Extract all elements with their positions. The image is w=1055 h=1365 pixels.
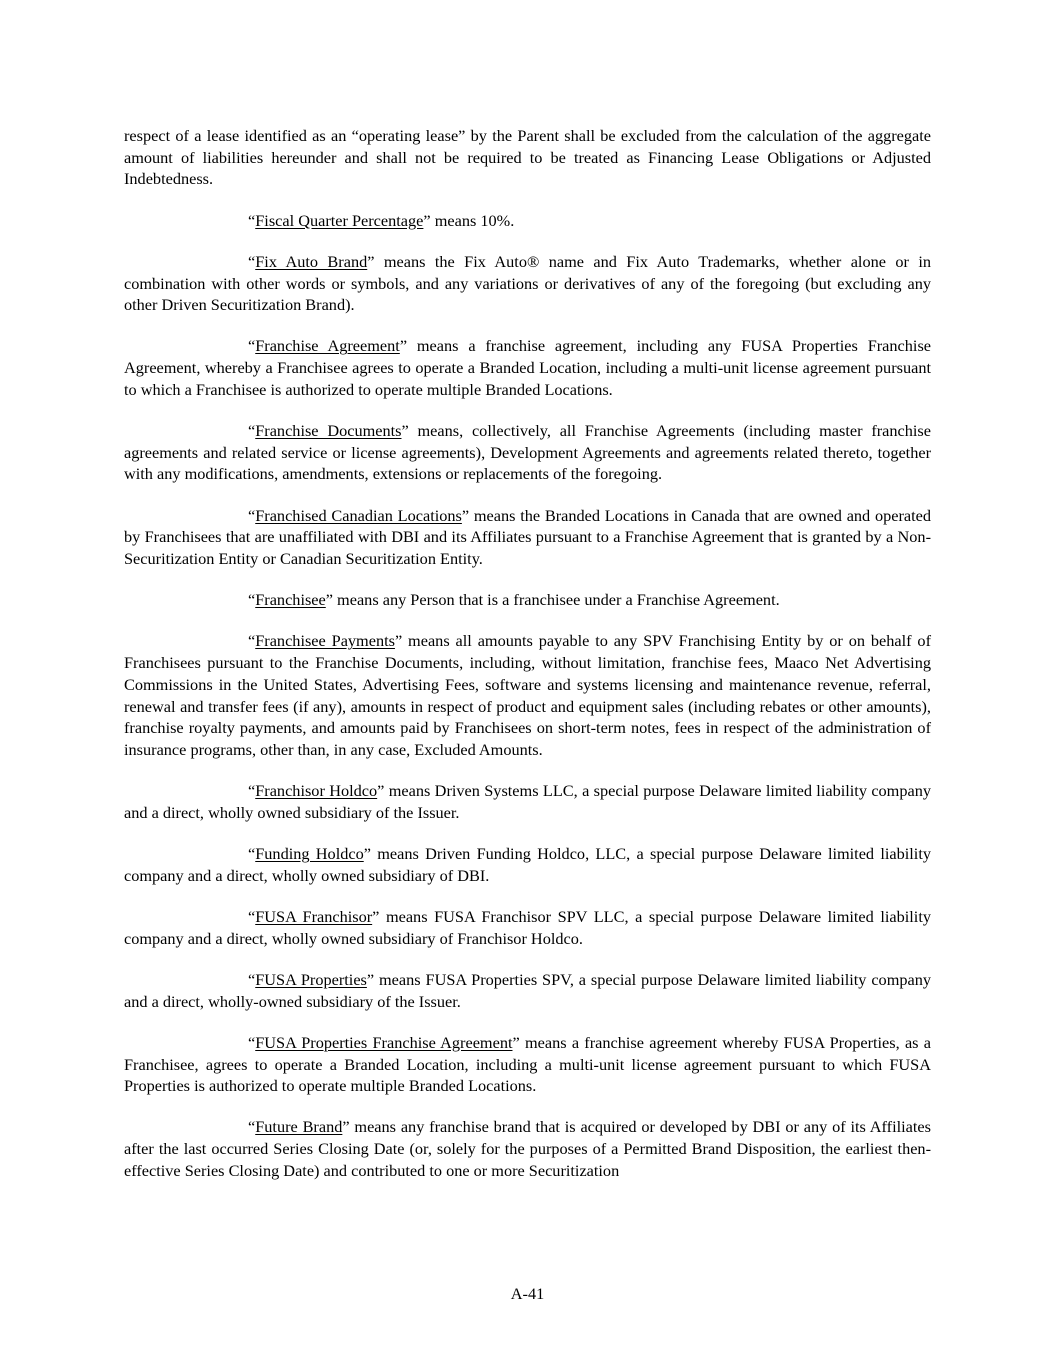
definition-text: ” means any Person that is a franchisee under a Franchise Agreement.: [325, 590, 780, 610]
definition-paragraph: [124, 906, 931, 949]
definition-text: ” means, collectively, all Franchise Agreements (including master franchise agreements and related service or license agreements), Development Agreements and agreements related thereto, together with any modifications, amendments, extensions or replacements of the foregoing.: [124, 421, 931, 484]
defined-term: FUSA Properties: [255, 969, 367, 989]
definition-paragraph: [124, 251, 931, 316]
open-quote: “: [248, 251, 256, 271]
definition-text: ” means a franchise agreement, including any FUSA Properties Franchise Agreement, whereby a Franchisee agrees to operate a Branded Location, including a multi-unit license agreement pursuant to which a Franchisee is authorized to operate multiple Branded Locations.: [124, 336, 932, 399]
definition-paragraph: [124, 589, 931, 611]
open-quote: “: [248, 844, 256, 864]
open-quote: “: [248, 906, 256, 926]
opening-paragraph: respect of a lease identified as an “operating lease” by the Parent shall be excluded from the calculation of the aggregate amount of liabilities hereunder and shall not be required to be treated as Financing Lease Obligations or Adjusted Indebtedness.: [124, 126, 931, 189]
defined-term: Future Brand: [255, 1117, 343, 1137]
defined-term: Franchisee: [255, 590, 326, 610]
definition-paragraph: [124, 630, 931, 760]
open-quote: “: [248, 210, 256, 230]
open-quote: “: [248, 421, 256, 441]
definition-paragraph: [124, 210, 931, 232]
defined-term: Franchise Documents: [255, 421, 402, 441]
definition-text: ” means Driven Funding Holdco, LLC, a special purpose Delaware limited liability company and a direct, wholly owned subsidiary of DBI.: [124, 844, 931, 885]
open-quote: “: [248, 1032, 256, 1052]
open-quote: “: [248, 631, 256, 651]
definition-paragraph: [124, 420, 931, 485]
defined-term: Franchisee Payments: [255, 631, 395, 651]
definition-paragraph: [124, 335, 931, 400]
definition-text: ” means the Branded Locations in Canada that are owned and operated by Franchisees that are unaffiliated with DBI and its Affiliates pursuant to a Franchise Agreement that is granted by a Non-Securitization Entity or Canadian Securitization Entity.: [124, 505, 931, 569]
definition-text: ” means Driven Systems LLC, a special purpose Delaware limited liability company and a direct, wholly owned subsidiary of the Issuer.: [124, 781, 931, 822]
defined-term: FUSA Properties Franchise Agreement: [255, 1032, 513, 1052]
definition-text: ” means a franchise agreement whereby FUSA Properties, as a Franchisee, agrees to operate a Branded Location, including a multi-unit license agreement pursuant to which FUSA Properties is authorized to operate multiple Branded Locations.: [124, 1032, 931, 1096]
defined-term: FUSA Franchisor: [255, 906, 373, 926]
open-quote: “: [248, 781, 256, 801]
defined-term: Fix Auto Brand: [255, 251, 368, 271]
definition-text: ” means FUSA Properties SPV, a special purpose Delaware limited liability company and a direct, wholly-owned subsidiary of the Issuer.: [124, 969, 932, 1011]
definition-text: ” means any franchise brand that is acquired or developed by DBI or any of its Affiliates after the last occurred Series Closing Date (or, solely for the purposes of a Permitted Brand Disposition, the earliest then-effective Series Closing Date) and contributed to one or more Securitization: [124, 1117, 931, 1180]
open-quote: “: [248, 505, 256, 525]
definition-text: ” means 10%.: [423, 210, 515, 230]
defined-term: Franchisor Holdco: [255, 781, 378, 801]
defined-term: Franchised Canadian Locations: [255, 505, 462, 525]
defined-term: Fiscal Quarter Percentage: [255, 210, 424, 230]
definition-paragraph: [124, 1032, 931, 1097]
open-quote: “: [248, 336, 256, 356]
definition-text: ” means FUSA Franchisor SPV LLC, a special purpose Delaware limited liability company and a direct, wholly owned subsidiary of Franchisor Holdco.: [124, 906, 931, 948]
definition-text: ” means all amounts payable to any SPV Franchising Entity by or on behalf of Franchisees pursuant to the Franchise Documents, including, without limitation, franchise fees, Maaco Net Advertising Commissions in the United States, Advertising Fees, software and systems licensing and maintenance revenue, referral, renewal and transfer fees (if any), amounts in respect of product and equipment sales (including rebates or other amounts), franchise royalty payments, and amounts paid by Franchisees on short-term notes, fees in respect of the administration of insurance programs, other than, in any case, Excluded Amounts.: [124, 631, 931, 759]
open-quote: “: [248, 969, 256, 989]
definition-paragraph: [124, 843, 931, 886]
definition-paragraph: [124, 1116, 931, 1181]
open-quote: “: [248, 590, 256, 610]
defined-term: Funding Holdco: [255, 844, 364, 864]
definition-paragraph: [124, 969, 931, 1012]
definition-paragraph: [124, 780, 931, 823]
definitions-list: [124, 210, 931, 1182]
document-body: [124, 125, 931, 1201]
open-quote: “: [248, 1117, 256, 1137]
defined-term: Franchise Agreement: [255, 336, 400, 356]
page-number: A-41: [510, 1284, 545, 1303]
definition-text: ” means the Fix Auto® name and Fix Auto Trademarks, whether alone or in combination with other words or symbols, and any variations or derivatives of any of the foregoing (but excluding any other Driven Securitization Brand).: [124, 251, 932, 315]
definition-paragraph: [124, 505, 931, 570]
